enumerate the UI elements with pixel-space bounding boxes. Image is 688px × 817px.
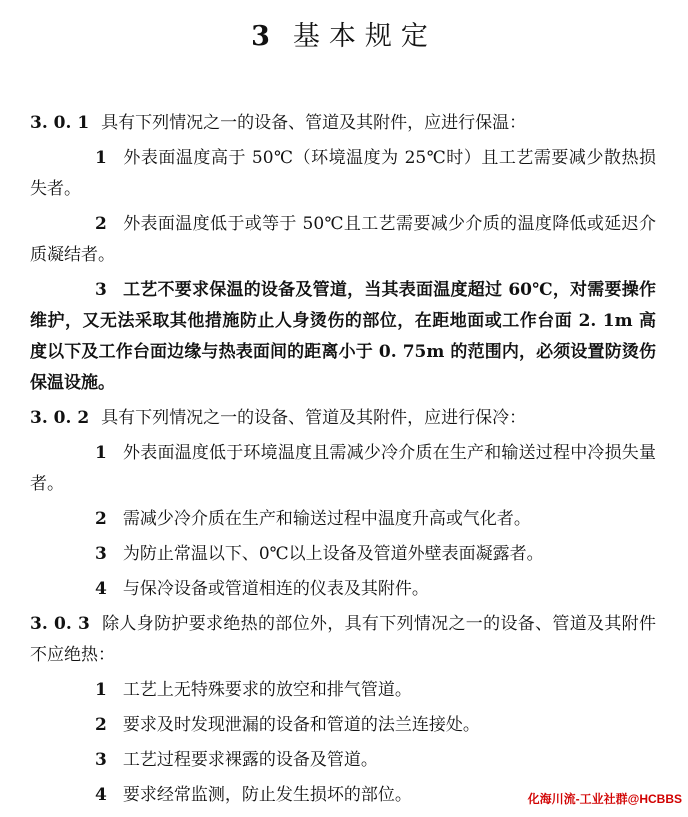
clause-3-0-2-item-3 (30, 539, 656, 570)
item-number: 4 (95, 579, 107, 599)
clause-3-0-1-intro (30, 108, 656, 139)
item-text: 工艺过程要求裸露的设备及管道。 (122, 750, 378, 770)
clause-intro-text: 具有下列情况之一的设备、管道及其附件，应进行保冷： (101, 408, 527, 428)
chapter-content (30, 108, 656, 815)
clause-3-0-2-item-4 (30, 574, 656, 605)
item-number: 1 (95, 148, 107, 168)
clause-3-0-2-intro (30, 403, 656, 434)
chapter-title-text: 基本规定 (292, 21, 437, 52)
clause-3-0-3-item-3 (30, 745, 656, 776)
item-text: 外表面温度低于环境温度且需减少冷介质在生产和输送过程中冷损失量者。 (30, 443, 656, 494)
item-number: 3 (95, 750, 107, 770)
clause-3-0-3-item-2 (30, 710, 656, 741)
item-text: 工艺不要求保温的设备及管道，当其表面温度超过 60℃，对需要操作维护，又无法采取其他措施防止人身烫伤的部位，在距地面或工作台面 2. 1m 高度以下及工作台面边缘与热表面间的距离小于 0. 75m 的范围内，必须设置防烫伤保温设施。 (30, 280, 656, 393)
item-number: 3 (95, 280, 107, 300)
chapter-number: 3 (251, 21, 279, 52)
item-text: 为防止常温以下、0℃以上设备及管道外壁表面凝露者。 (122, 544, 544, 564)
item-number: 2 (95, 509, 107, 529)
item-text: 与保冷设备或管道相连的仪表及其附件。 (122, 579, 429, 599)
item-number: 3 (95, 544, 107, 564)
item-text: 工艺上无特殊要求的放空和排气管道。 (122, 680, 412, 700)
clause-intro-text: 除人身防护要求绝热的部位外，具有下列情况之一的设备、管道及其附件不应绝热： (30, 614, 656, 665)
clause-number: 3. 0. 2 (30, 408, 90, 428)
clause-3-0-2-item-1 (30, 438, 656, 500)
clause-number: 3. 0. 3 (30, 614, 90, 634)
clause-3-0-3-item-1 (30, 675, 656, 706)
clause-3-0-1-item-1 (30, 143, 656, 205)
watermark: 化海川流-工业社群@HCBBS (527, 792, 682, 806)
clause-3-0-1-item-2 (30, 209, 656, 271)
item-text: 外表面温度低于或等于 50℃且工艺需要减少介质的温度降低或延迟介质凝结者。 (30, 214, 656, 265)
item-number: 1 (95, 680, 107, 700)
item-number: 4 (95, 785, 107, 805)
item-text: 要求经常监测，防止发生损坏的部位。 (122, 785, 412, 805)
clause-3-0-2-item-2 (30, 504, 656, 535)
item-text: 外表面温度高于 50℃（环境温度为 25℃时）且工艺需要减少散热损失者。 (30, 148, 656, 199)
item-number: 1 (95, 443, 107, 463)
clause-3-0-1-item-3 (30, 275, 656, 399)
item-number: 2 (95, 214, 107, 234)
clause-3-0-3-intro (30, 609, 656, 671)
clause-number: 3. 0. 1 (30, 113, 90, 133)
clause-intro-text: 具有下列情况之一的设备、管道及其附件，应进行保温： (101, 113, 527, 133)
item-number: 2 (95, 715, 107, 735)
chapter-title (0, 14, 688, 53)
item-text: 需减少冷介质在生产和输送过程中温度升高或气化者。 (122, 509, 531, 529)
item-text: 要求及时发现泄漏的设备和管道的法兰连接处。 (122, 715, 480, 735)
